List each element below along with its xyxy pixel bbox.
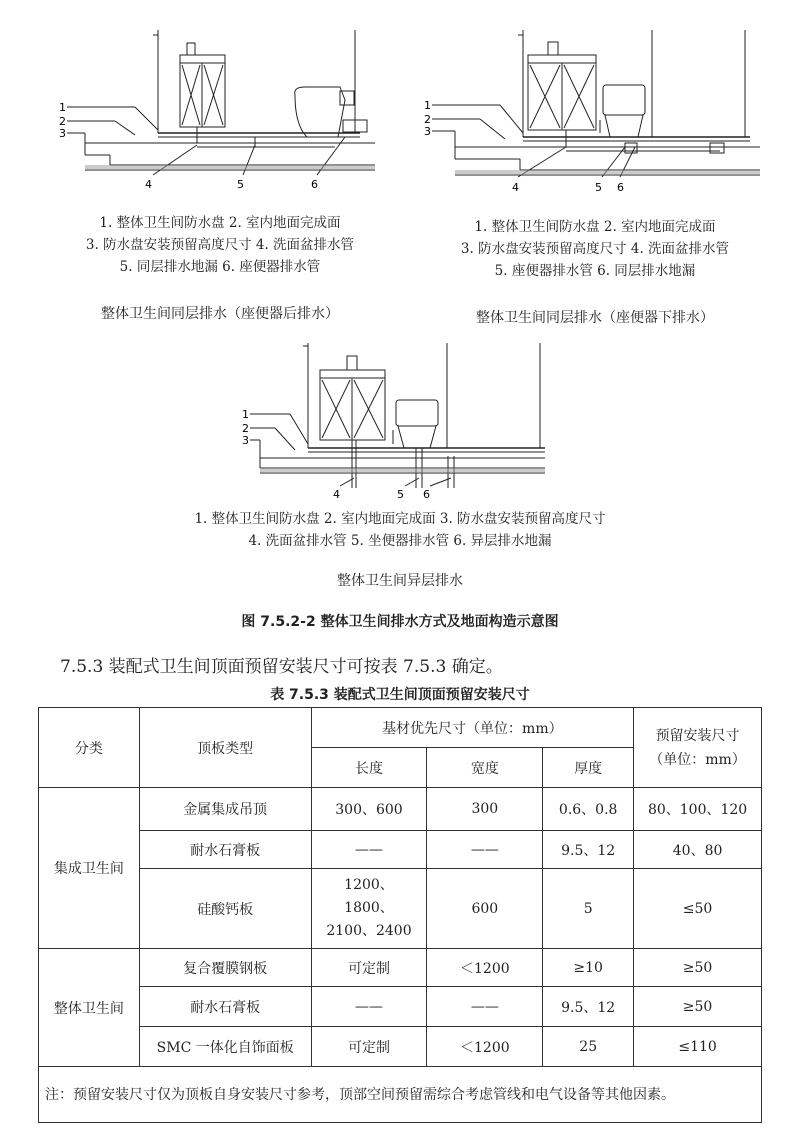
legend-diagram-2 — [420, 216, 770, 282]
group-overall: 整体卫生间 — [39, 949, 140, 1067]
cell-length: 可定制 — [311, 1027, 427, 1067]
header-base-size: 基材优先尺寸（单位：mm） — [311, 708, 634, 748]
cell-reserve: ≥50 — [634, 949, 762, 987]
cell-type: 耐水石膏板 — [139, 831, 311, 869]
header-category: 分类 — [39, 708, 140, 788]
cell-type: 金属集成吊顶 — [139, 788, 311, 831]
header-width: 宽度 — [427, 748, 543, 788]
cell-thickness: 5 — [543, 869, 634, 949]
cell-width: 600 — [427, 869, 543, 949]
cell-reserve: ≤50 — [634, 869, 762, 949]
label-3: 3 — [242, 434, 249, 447]
clause-7-5-3: 7.5.3 装配式卫生间顶面预留安装尺寸可按表 7.5.3 确定。 — [60, 657, 503, 677]
figure-caption: 图 7.5.2-2 整体卫生间排水方式及地面构造示意图 — [241, 614, 559, 630]
label-1: 1 — [242, 408, 249, 421]
table-row — [39, 788, 762, 831]
cell-reserve: 40、80 — [634, 831, 762, 869]
legend-line: 4. 洗面盆排水管 5. 坐便器排水管 6. 异层排水地漏 — [248, 533, 552, 549]
cell-reserve: ≥50 — [634, 987, 762, 1027]
header-reserve-line: 预留安装尺寸 — [655, 727, 740, 744]
cell-length-line: 1800、 — [344, 900, 394, 916]
table-row — [39, 1027, 762, 1067]
table-row — [39, 869, 762, 949]
legend-line: 3. 防水盘安装预留高度尺寸 4. 洗面盆排水管 — [85, 237, 355, 253]
diagram-same-floor-bottom-outlet — [420, 25, 780, 205]
cell-length: —— — [311, 987, 427, 1027]
cell-thickness: 9.5、12 — [543, 831, 634, 869]
cell-width: —— — [427, 987, 543, 1027]
cell-length: 300、600 — [311, 788, 427, 831]
label-4: 4 — [512, 181, 519, 194]
label-5: 5 — [595, 181, 602, 194]
label-2: 2 — [242, 422, 249, 435]
table-row — [39, 987, 762, 1027]
table-note: 注：预留安装尺寸仅为顶板自身安装尺寸参考，顶部空间预留需综合考虑管线和电气设备等其他因素。 — [39, 1067, 762, 1123]
label-2: 2 — [59, 115, 66, 128]
diagram-different-floor-drainage — [240, 338, 560, 503]
legend-diagram-3 — [130, 508, 670, 552]
legend-line: 1. 整体卫生间防水盘 2. 室内地面完成面 — [474, 219, 716, 235]
label-1: 1 — [424, 99, 431, 112]
cell-length: 可定制 — [311, 949, 427, 987]
label-2: 2 — [424, 113, 431, 126]
label-4: 4 — [333, 488, 340, 501]
cell-width: ＜1200 — [427, 1027, 543, 1067]
header-length: 长度 — [311, 748, 427, 788]
cell-type: 耐水石膏板 — [139, 987, 311, 1027]
label-5: 5 — [237, 178, 244, 191]
legend-line: 1. 整体卫生间防水盘 2. 室内地面完成面 — [99, 215, 341, 231]
header-thickness: 厚度 — [543, 748, 634, 788]
cell-thickness: 25 — [543, 1027, 634, 1067]
cell-thickness: 0.6、0.8 — [543, 788, 634, 831]
cell-reserve: 80、100、120 — [634, 788, 762, 831]
label-6: 6 — [311, 178, 318, 191]
header-reserve-unit: （单位：mm） — [649, 751, 746, 768]
group-integrated: 集成卫生间 — [39, 788, 140, 949]
cell-width: 300 — [427, 788, 543, 831]
cell-length — [311, 869, 427, 949]
cell-length: —— — [311, 831, 427, 869]
cell-type: 复合覆膜钢板 — [139, 949, 311, 987]
cell-width: ＜1200 — [427, 949, 543, 987]
legend-line: 5. 同层排水地漏 6. 座便器排水管 — [119, 259, 321, 275]
diagram-3-caption: 整体卫生间异层排水 — [337, 573, 463, 589]
ceiling-reserve-table — [38, 707, 762, 1123]
cell-thickness: 9.5、12 — [543, 987, 634, 1027]
label-5: 5 — [397, 488, 404, 501]
label-1: 1 — [59, 101, 66, 114]
table-caption: 表 7.5.3 装配式卫生间顶面预留安装尺寸 — [270, 687, 530, 703]
cell-type: 硅酸钙板 — [139, 869, 311, 949]
label-3: 3 — [424, 125, 431, 138]
label-6: 6 — [617, 181, 624, 194]
cell-width: —— — [427, 831, 543, 869]
diagram-same-floor-rear-outlet — [55, 25, 395, 205]
cell-type: SMC 一体化自饰面板 — [139, 1027, 311, 1067]
legend-line: 5. 座便器排水管 6. 同层排水地漏 — [494, 263, 696, 279]
cell-length-line: 2100、2400 — [326, 923, 412, 939]
table-row — [39, 949, 762, 987]
diagram-1-caption: 整体卫生间同层排水（座便器后排水） — [101, 306, 339, 322]
legend-line: 1. 整体卫生间防水盘 2. 室内地面完成面 3. 防水盘安装预留高度尺寸 — [194, 511, 606, 527]
legend-line: 3. 防水盘安装预留高度尺寸 4. 洗面盆排水管 — [460, 241, 730, 257]
label-3: 3 — [59, 127, 66, 140]
label-4: 4 — [145, 178, 152, 191]
legend-diagram-1 — [55, 212, 385, 278]
cell-thickness: ≥10 — [543, 949, 634, 987]
diagram-2-caption: 整体卫生间同层排水（座便器下排水） — [476, 310, 714, 326]
header-type: 顶板类型 — [139, 708, 311, 788]
header-reserve — [634, 708, 762, 788]
table-row — [39, 831, 762, 869]
label-6: 6 — [423, 488, 430, 501]
cell-reserve: ≤110 — [634, 1027, 762, 1067]
cell-length-line: 1200、 — [344, 877, 394, 893]
